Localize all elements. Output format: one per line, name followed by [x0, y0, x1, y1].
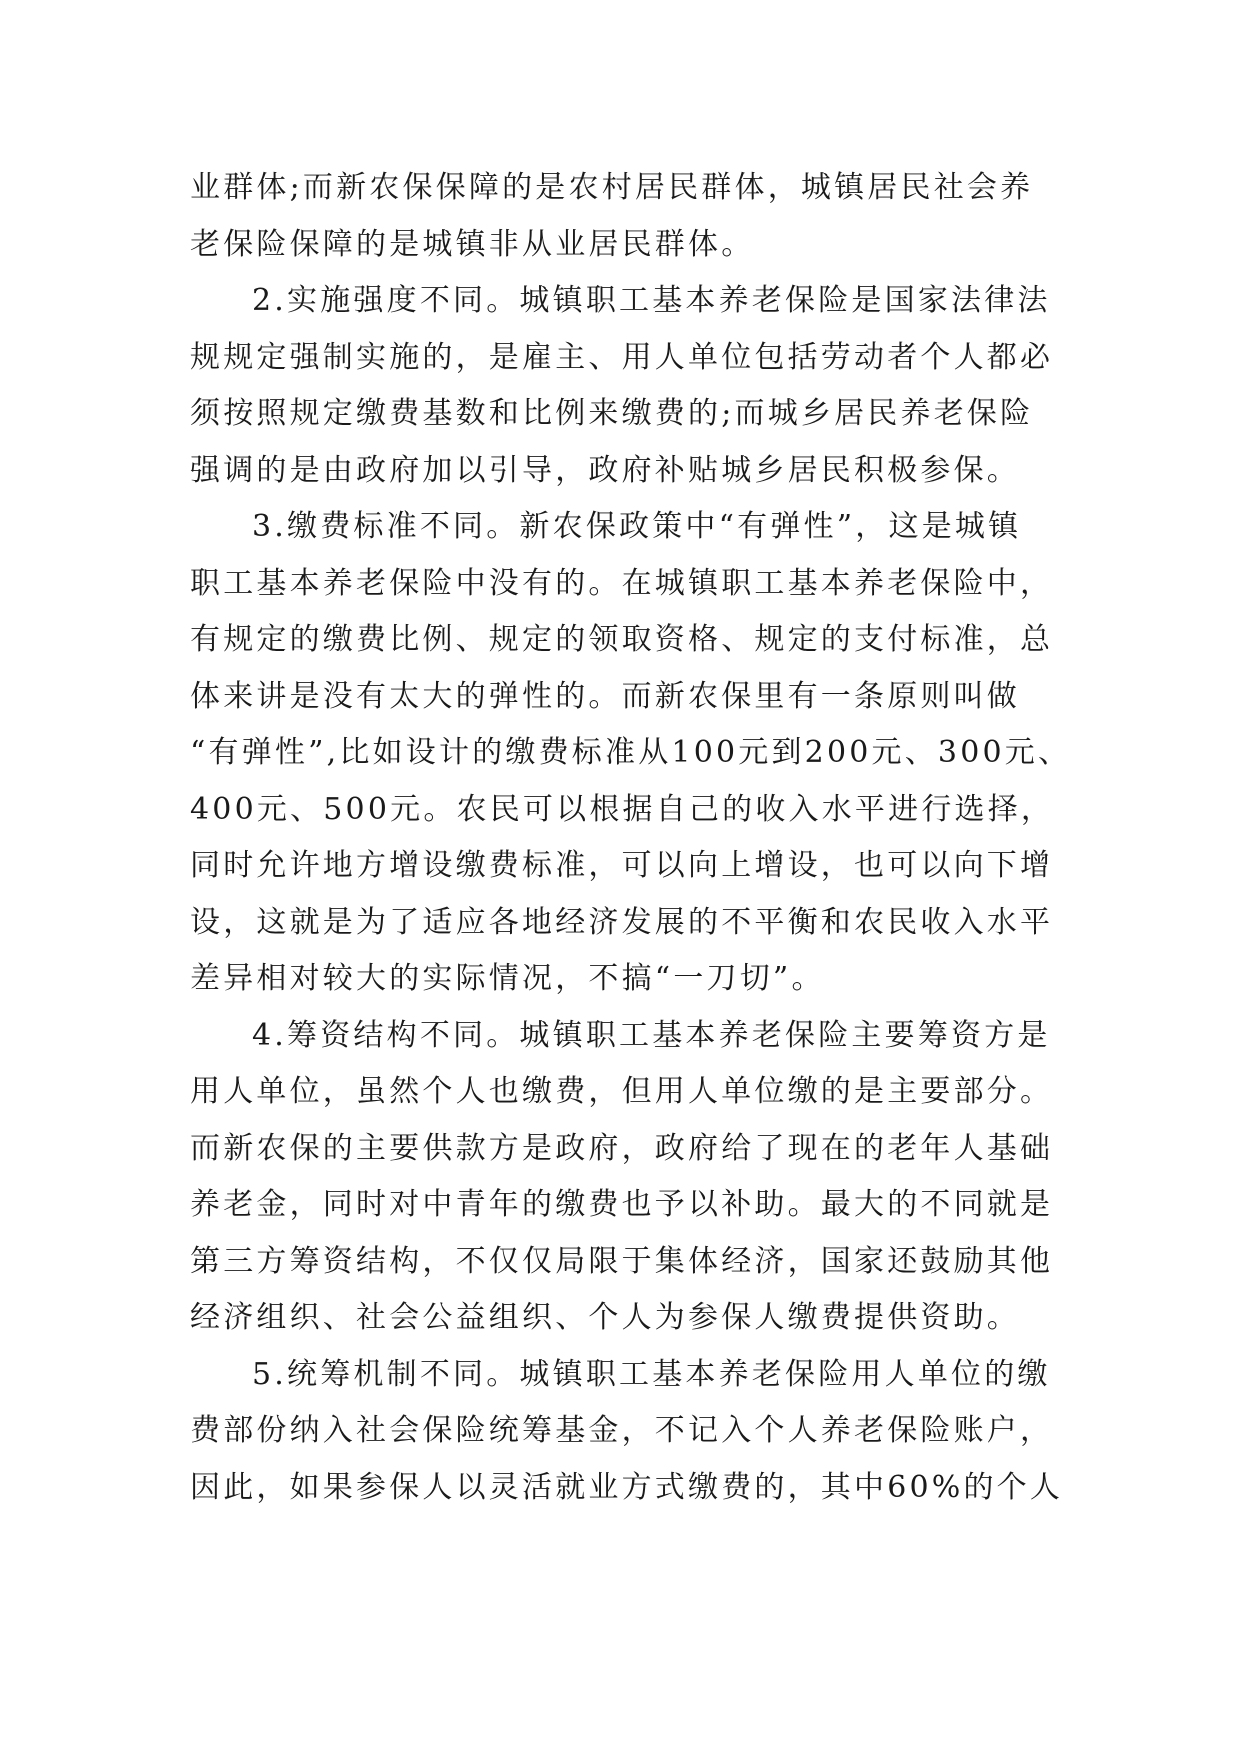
text-line: 养老金，同时对中青年的缴费也予以补助。最大的不同就是 — [190, 1187, 1054, 1222]
text-line: 规规定强制实施的，是雇主、用人单位包括劳动者个人都必 — [190, 339, 1054, 375]
text-line: 第三方筹资结构，不仅仅局限于集体经济，国家还鼓励其他 — [190, 1243, 1054, 1279]
text-line: 4.筹资结构不同。城镇职工基本养老保险主要筹资方是 — [252, 1017, 1051, 1053]
text-line: 而新农保的主要供款方是政府，政府给了现在的老年人基础 — [190, 1130, 1054, 1166]
text-line: “有弹性”,比如设计的缴费标准从100元到200元、300元、 — [190, 735, 1072, 770]
text-line: 3.缴费标准不同。新农保政策中“有弹性”，这是城镇 — [252, 509, 1022, 544]
text-line: 费部份纳入社会保险统筹基金，不记入个人养老保险账户， — [190, 1413, 1054, 1448]
text-line: 老保险保障的是城镇非从业居民群体。 — [190, 226, 755, 262]
text-line: 差异相对较大的实际情况，不搞“一刀切”。 — [190, 961, 825, 996]
text-line: 职工基本养老保险中没有的。在城镇职工基本养老保险中， — [190, 565, 1054, 601]
text-line: 同时允许地方增设缴费标准，可以向上增设，也可以向下增 — [190, 848, 1054, 883]
text-line: 400元、500元。农民可以根据自己的收入水平进行选择， — [190, 791, 1055, 827]
text-line: 业群体;而新农保保障的是农村居民群体，城镇居民社会养 — [190, 170, 1034, 205]
text-line: 体来讲是没有太大的弹性的。而新农保里有一条原则叫做 — [190, 678, 1020, 714]
text-line: 2.实施强度不同。城镇职工基本养老保险是国家法律法 — [252, 283, 1051, 318]
text-line: 强调的是由政府加以引导，政府补贴城乡居民积极参保。 — [190, 452, 1020, 488]
text-line: 因此，如果参保人以灵活就业方式缴费的，其中60%的个人 — [190, 1469, 1064, 1505]
text-line: 须按照规定缴费基数和比例来缴费的;而城乡居民养老保险 — [190, 396, 1034, 431]
text-line: 5.统筹机制不同。城镇职工基本养老保险用人单位的缴 — [252, 1356, 1051, 1392]
text-line: 有规定的缴费比例、规定的领取资格、规定的支付标准，总 — [190, 622, 1054, 657]
text-line: 经济组织、社会公益组织、个人为参保人缴费提供资助。 — [190, 1300, 1020, 1335]
body-text — [190, 160, 1070, 1516]
text-line: 设，这就是为了适应各地经济发展的不平衡和农民收入水平 — [190, 904, 1054, 940]
text-line: 用人单位，虽然个人也缴费，但用人单位缴的是主要部分。 — [190, 1074, 1054, 1109]
